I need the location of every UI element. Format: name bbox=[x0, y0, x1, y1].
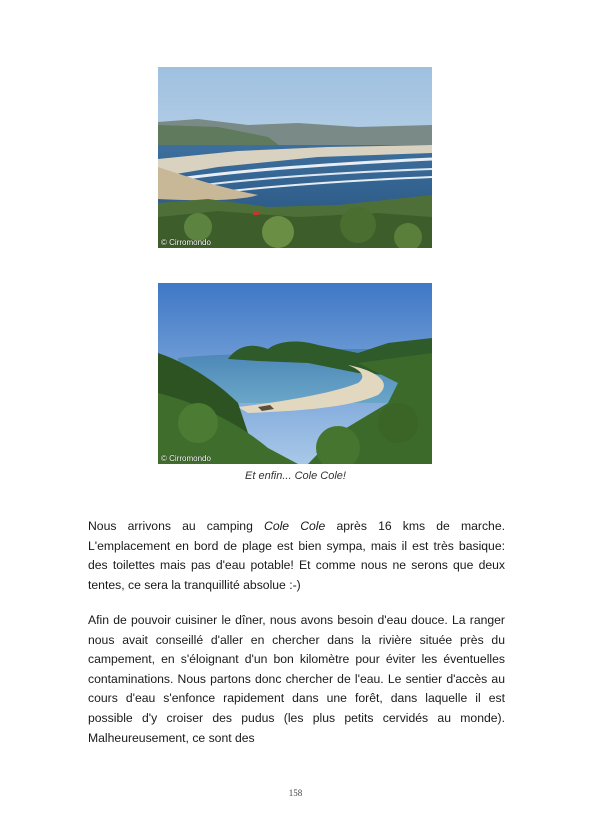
body-paragraph: Afin de pouvoir cuisiner le dîner, nous avons besoin d'eau douce. La ranger nous avait conseillé d'aller en chercher dans la rivière située près du campement, en s'éloignant d'un bon kilomètre pour éviter les éventuelles contaminations. Nous partons donc chercher de l'eau. Le sentier d'accès au cours d'eau s'enfonce rapidement dans une forêt, dans laquelle il est possible d'y croiser des pudus (les plus petits cervidés au monde). Malheureusement, ce sont des bbox=[88, 613, 505, 745]
coastline-photo-image bbox=[158, 67, 432, 248]
body-paragraph bbox=[88, 517, 505, 595]
paragraph-text: après 16 kms de marche. L'emplacement en bord de plage est bien sympa, mais il est très basique: des toilettes mais pas d'eau potable! Et comme nous ne serons que deux tentes, ce sera la tranquillité absolue :-) bbox=[88, 519, 505, 592]
photo-caption: Et enfin... Cole Cole! bbox=[245, 470, 346, 482]
photo-credit: © Cirromondo bbox=[161, 238, 211, 247]
cove-beach-photo bbox=[158, 283, 432, 464]
cove-beach-photo-image bbox=[158, 283, 432, 464]
page-number: 158 bbox=[288, 788, 303, 798]
coastline-photo bbox=[158, 67, 432, 248]
photo-credit: © Cirromondo bbox=[161, 454, 211, 463]
paragraph-text: Nous arrivons au camping bbox=[88, 519, 265, 533]
campsite-name: Cole Cole bbox=[264, 519, 326, 533]
